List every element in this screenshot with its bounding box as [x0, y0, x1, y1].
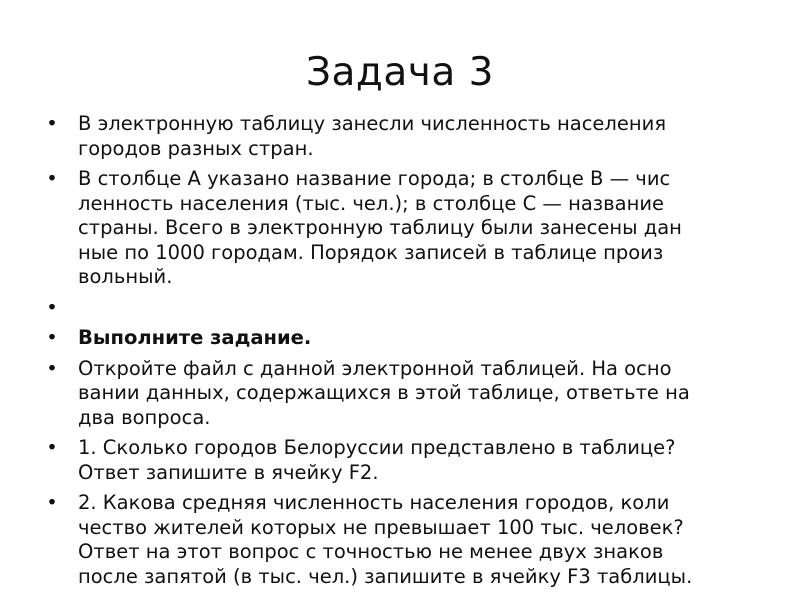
list-item: [40, 357, 760, 431]
task-heading-text: Выполните задание.: [78, 326, 312, 349]
bullet-list: [40, 112, 760, 595]
list-item-question-1: [40, 436, 760, 485]
bullet-marker: •: [46, 356, 58, 380]
list-item-text: В столбце А указано название города; в столбце В — чис ленность населения (тыс. чел.); в столбце С — название страны. Всего в электронную таблицу были занесены дан ные по 1000 городам. Порядок записей в таблице произ вольный.: [78, 167, 682, 288]
slide-title: Задача 3: [306, 50, 494, 95]
bullet-marker: •: [46, 295, 58, 319]
list-item-task-heading: [40, 326, 760, 351]
bullet-marker: •: [46, 436, 58, 459]
bullet-marker: •: [46, 167, 58, 190]
list-item: [40, 112, 760, 161]
question-1-text: 1. Сколько городов Белоруссии представлено в таблице? Ответ запишите в ячейку F2.: [78, 436, 676, 484]
question-2-text: 2. Какова средняя численность населения городов, коли чество жителей которых не превышает 100 тыс. человек? Ответ на этот вопрос с точностью не менее двух знаков после запятой (в тыс. чел.) запишите в ячейку F3 таблицы.: [78, 491, 693, 588]
list-item-empty: [40, 296, 760, 321]
list-item-question-2: [40, 491, 760, 589]
bullet-marker: •: [46, 112, 58, 135]
list-item: [40, 167, 760, 290]
bullet-marker: •: [46, 491, 58, 514]
bullet-marker: •: [46, 326, 58, 349]
list-item-text: Откройте файл с данной электронной таблицей. На осно вании данных, содержащихся в этой таблице, ответьте на два вопроса.: [78, 356, 690, 429]
list-item-text: В электронную таблицу занесли численность населения городов разных стран.: [78, 112, 667, 160]
